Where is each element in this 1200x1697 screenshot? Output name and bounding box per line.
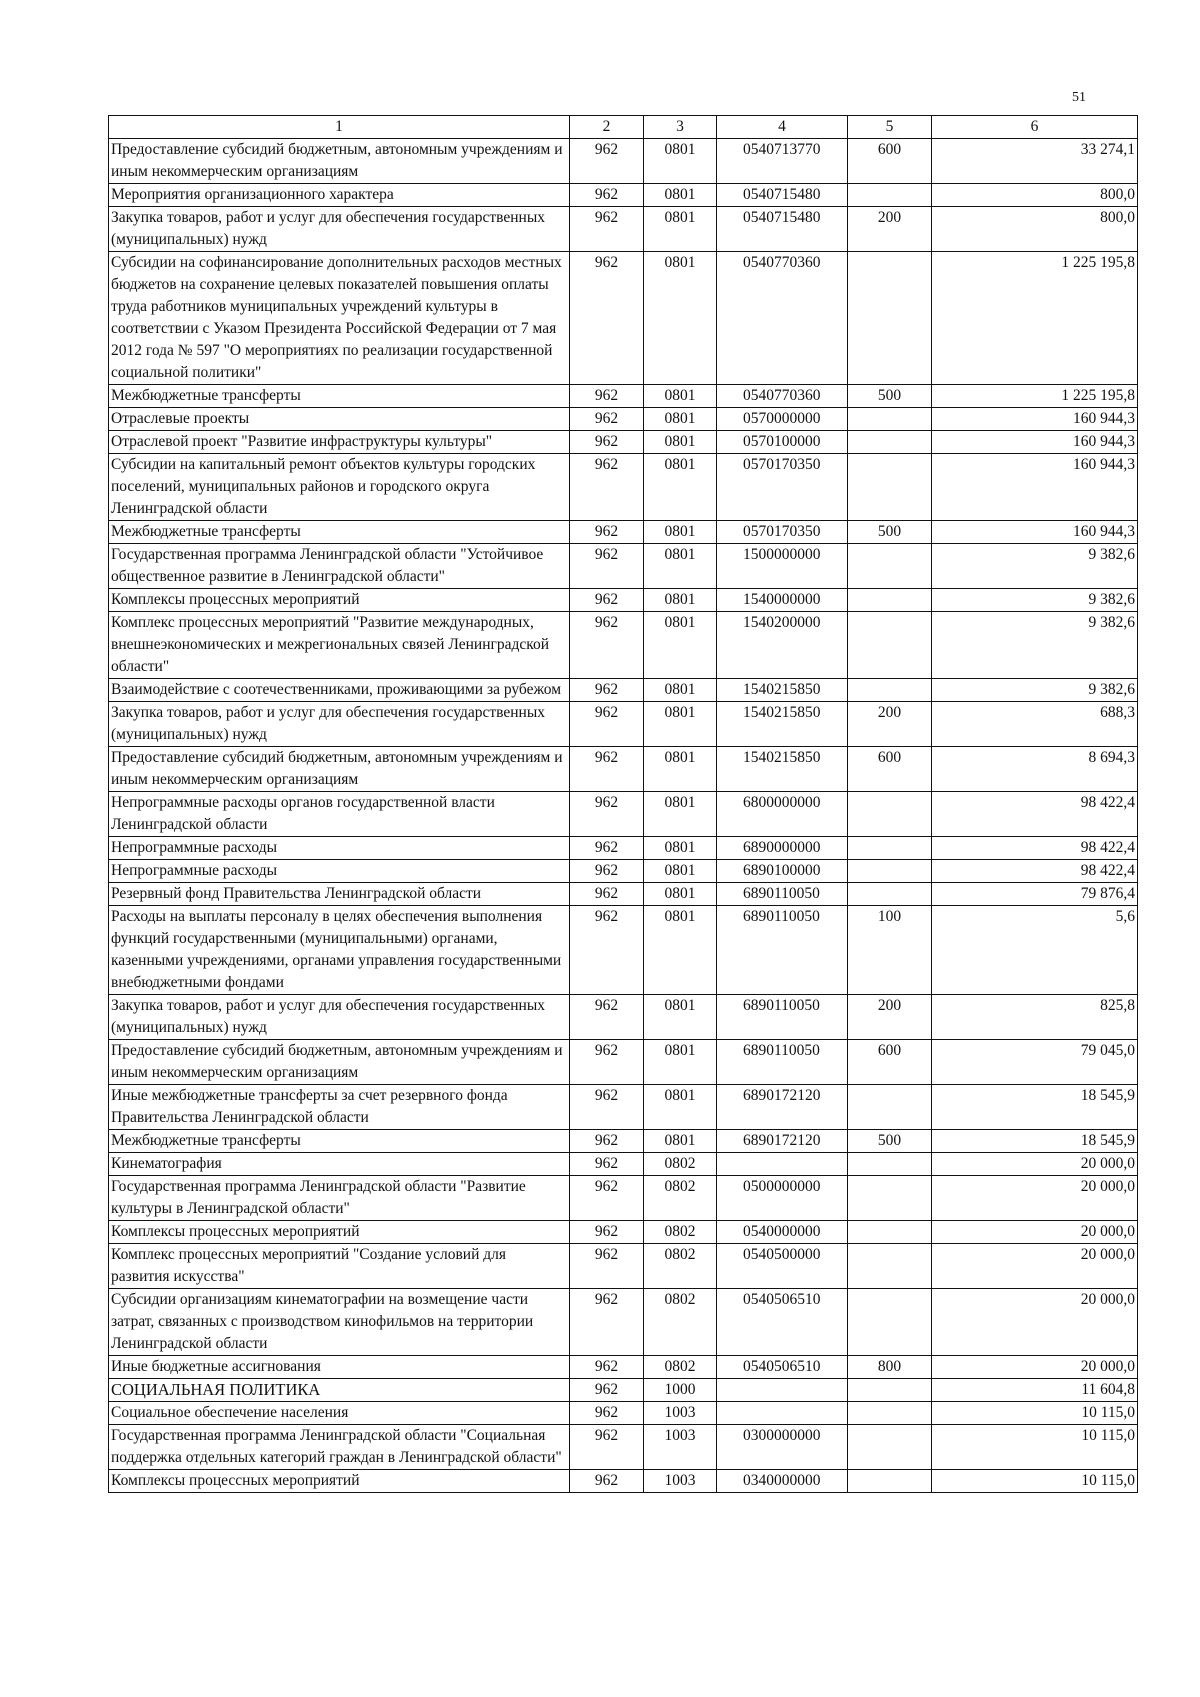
row-section-cell: 0801 — [644, 521, 717, 544]
table-row — [109, 1153, 1138, 1176]
row-expense-type-cell — [848, 408, 932, 431]
row-name-cell: Кинематография — [109, 1153, 570, 1176]
row-target-article-cell: 0540500000 — [717, 1244, 848, 1289]
row-code-cell: 962 — [570, 589, 644, 612]
table-row — [109, 139, 1138, 184]
row-code-cell: 962 — [570, 702, 644, 747]
row-expense-type-cell — [848, 252, 932, 385]
row-name-cell: Государственная программа Ленинградской области "Социальная поддержка отдельных категорий граждан в Ленинградской области" — [109, 1425, 570, 1470]
table-row — [109, 1470, 1138, 1493]
row-target-article-cell: 0540000000 — [717, 1221, 848, 1244]
row-code-cell: 962 — [570, 792, 644, 837]
row-amount-cell: 18 545,9 — [932, 1130, 1138, 1153]
row-target-article-cell: 1540200000 — [717, 612, 848, 679]
row-expense-type-cell: 500 — [848, 385, 932, 408]
row-target-article-cell: 6890172120 — [717, 1085, 848, 1130]
row-name-cell: Закупка товаров, работ и услуг для обеспечения государственных (муниципальных) нужд — [109, 207, 570, 252]
row-code-cell: 962 — [570, 1356, 644, 1379]
row-name-cell: Предоставление субсидий бюджетным, автономным учреждениям и иным некоммерческим организациям — [109, 1040, 570, 1085]
row-expense-type-cell — [848, 1425, 932, 1470]
row-section-cell: 1003 — [644, 1470, 717, 1493]
row-section-cell: 0801 — [644, 679, 717, 702]
row-code-cell: 962 — [570, 1130, 644, 1153]
row-target-article-cell — [717, 1402, 848, 1425]
row-section-cell: 0801 — [644, 995, 717, 1040]
row-name-cell: Комплекс процессных мероприятий "Развитие международных, внешнеэкономических и межрегиональных связей Ленинградской области" — [109, 612, 570, 679]
table-row — [109, 1356, 1138, 1379]
row-code-cell: 962 — [570, 1244, 644, 1289]
table-row — [109, 792, 1138, 837]
row-expense-type-cell — [848, 1402, 932, 1425]
row-expense-type-cell — [848, 1153, 932, 1176]
row-section-cell: 0801 — [644, 747, 717, 792]
row-section-cell: 0801 — [644, 792, 717, 837]
row-name-cell: Субсидии на софинансирование дополнительных расходов местных бюджетов на сохранение целевых показателей повышения оплаты труда работников муниципальных учреждений культуры в соответствии с Указом Президента Российской Федерации от 7 мая 2012 года № 597 "О мероприятиях по реализации государственной социальной политики" — [109, 252, 570, 385]
row-amount-cell: 160 944,3 — [932, 454, 1138, 521]
row-code-cell: 962 — [570, 1176, 644, 1221]
row-section-cell: 0801 — [644, 612, 717, 679]
row-amount-cell: 160 944,3 — [932, 521, 1138, 544]
row-expense-type-cell — [848, 431, 932, 454]
row-name-cell: Межбюджетные трансферты — [109, 521, 570, 544]
row-code-cell: 962 — [570, 995, 644, 1040]
row-name-cell: Мероприятия организационного характера — [109, 184, 570, 207]
row-expense-type-cell — [848, 679, 932, 702]
row-section-cell: 0801 — [644, 589, 717, 612]
row-code-cell: 962 — [570, 837, 644, 860]
row-amount-cell: 9 382,6 — [932, 589, 1138, 612]
row-section-cell: 0801 — [644, 1085, 717, 1130]
row-name-cell: Взаимодействие с соотечественниками, проживающими за рубежом — [109, 679, 570, 702]
row-section-cell: 0801 — [644, 544, 717, 589]
row-name-cell: Комплексы процессных мероприятий — [109, 589, 570, 612]
row-section-cell: 0802 — [644, 1153, 717, 1176]
table-row — [109, 883, 1138, 906]
row-target-article-cell: 0300000000 — [717, 1425, 848, 1470]
row-name-cell: Иные межбюджетные трансферты за счет резервного фонда Правительства Ленинградской области — [109, 1085, 570, 1130]
row-amount-cell: 160 944,3 — [932, 408, 1138, 431]
row-code-cell: 962 — [570, 1402, 644, 1425]
row-amount-cell: 5,6 — [932, 906, 1138, 995]
row-amount-cell: 33 274,1 — [932, 139, 1138, 184]
row-code-cell: 962 — [570, 184, 644, 207]
row-amount-cell: 688,3 — [932, 702, 1138, 747]
row-amount-cell: 20 000,0 — [932, 1244, 1138, 1289]
row-section-cell: 0801 — [644, 252, 717, 385]
table-row — [109, 1379, 1138, 1402]
row-name-cell: Предоставление субсидий бюджетным, автономным учреждениям и иным некоммерческим организациям — [109, 747, 570, 792]
row-name-cell: Комплекс процессных мероприятий "Создание условий для развития искусства" — [109, 1244, 570, 1289]
row-amount-cell: 8 694,3 — [932, 747, 1138, 792]
row-amount-cell: 18 545,9 — [932, 1085, 1138, 1130]
table-row — [109, 1221, 1138, 1244]
table-body — [109, 139, 1138, 1493]
row-expense-type-cell — [848, 589, 932, 612]
row-amount-cell: 79 045,0 — [932, 1040, 1138, 1085]
row-code-cell: 962 — [570, 906, 644, 995]
row-expense-type-cell: 100 — [848, 906, 932, 995]
row-amount-cell: 825,8 — [932, 995, 1138, 1040]
table-row — [109, 612, 1138, 679]
row-section-cell: 0801 — [644, 906, 717, 995]
row-code-cell: 962 — [570, 521, 644, 544]
row-name-cell: Государственная программа Ленинградской области "Развитие культуры в Ленинградской области" — [109, 1176, 570, 1221]
row-expense-type-cell: 200 — [848, 995, 932, 1040]
row-name-cell: Иные бюджетные ассигнования — [109, 1356, 570, 1379]
row-target-article-cell: 0570100000 — [717, 431, 848, 454]
row-expense-type-cell — [848, 860, 932, 883]
header-row — [109, 116, 1138, 139]
row-name-cell: Субсидии организациям кинематографии на возмещение части затрат, связанных с производством кинофильмов на территории Ленинградской области — [109, 1289, 570, 1356]
row-amount-cell: 20 000,0 — [932, 1289, 1138, 1356]
row-target-article-cell: 0570170350 — [717, 454, 848, 521]
row-name-cell: Закупка товаров, работ и услуг для обеспечения государственных (муниципальных) нужд — [109, 995, 570, 1040]
table-row — [109, 454, 1138, 521]
row-name-cell: Социальное обеспечение населения — [109, 1402, 570, 1425]
row-code-cell: 962 — [570, 747, 644, 792]
row-target-article-cell: 0540713770 — [717, 139, 848, 184]
row-target-article-cell: 6890110050 — [717, 906, 848, 995]
row-target-article-cell: 6800000000 — [717, 792, 848, 837]
row-amount-cell: 10 115,0 — [932, 1425, 1138, 1470]
row-target-article-cell: 6890110050 — [717, 995, 848, 1040]
row-section-cell: 0801 — [644, 139, 717, 184]
row-code-cell: 962 — [570, 1085, 644, 1130]
row-target-article-cell: 1540000000 — [717, 589, 848, 612]
table-row — [109, 1425, 1138, 1470]
row-code-cell: 962 — [570, 207, 644, 252]
row-section-cell: 0801 — [644, 184, 717, 207]
table-row — [109, 385, 1138, 408]
row-section-cell: 0801 — [644, 883, 717, 906]
row-expense-type-cell — [848, 1244, 932, 1289]
table-row — [109, 860, 1138, 883]
row-expense-type-cell — [848, 792, 932, 837]
table-row — [109, 1176, 1138, 1221]
column-header-1: 1 — [109, 116, 570, 139]
row-code-cell: 962 — [570, 1153, 644, 1176]
row-target-article-cell: 0540770360 — [717, 385, 848, 408]
row-target-article-cell — [717, 1153, 848, 1176]
row-section-cell: 0801 — [644, 837, 717, 860]
page-number: 51 — [1072, 90, 1086, 105]
row-section-cell: 1003 — [644, 1402, 717, 1425]
table-row — [109, 1402, 1138, 1425]
row-expense-type-cell — [848, 1470, 932, 1493]
row-target-article-cell — [717, 1379, 848, 1402]
row-target-article-cell: 6890172120 — [717, 1130, 848, 1153]
row-code-cell: 962 — [570, 385, 644, 408]
row-name-cell: Непрограммные расходы — [109, 860, 570, 883]
row-section-cell: 0801 — [644, 860, 717, 883]
row-section-cell: 0802 — [644, 1176, 717, 1221]
row-code-cell: 962 — [570, 1470, 644, 1493]
row-code-cell: 962 — [570, 1289, 644, 1356]
row-code-cell: 962 — [570, 1040, 644, 1085]
row-target-article-cell: 0500000000 — [717, 1176, 848, 1221]
table-row — [109, 544, 1138, 589]
row-expense-type-cell: 500 — [848, 521, 932, 544]
table-row — [109, 1085, 1138, 1130]
row-expense-type-cell: 200 — [848, 207, 932, 252]
row-expense-type-cell: 500 — [848, 1130, 932, 1153]
row-amount-cell: 98 422,4 — [932, 837, 1138, 860]
row-target-article-cell: 1540215850 — [717, 747, 848, 792]
row-expense-type-cell — [848, 1289, 932, 1356]
row-name-cell: СОЦИАЛЬНАЯ ПОЛИТИКА — [109, 1379, 570, 1402]
row-expense-type-cell: 200 — [848, 702, 932, 747]
row-target-article-cell: 1540215850 — [717, 679, 848, 702]
row-name-cell: Комплексы процессных мероприятий — [109, 1470, 570, 1493]
table-row — [109, 1289, 1138, 1356]
row-section-cell: 0801 — [644, 1040, 717, 1085]
table-row — [109, 521, 1138, 544]
row-target-article-cell: 1500000000 — [717, 544, 848, 589]
row-section-cell: 1000 — [644, 1379, 717, 1402]
row-code-cell: 962 — [570, 252, 644, 385]
row-target-article-cell: 6890000000 — [717, 837, 848, 860]
table-row — [109, 702, 1138, 747]
row-target-article-cell: 6890110050 — [717, 883, 848, 906]
row-amount-cell: 160 944,3 — [932, 431, 1138, 454]
row-expense-type-cell: 600 — [848, 1040, 932, 1085]
row-expense-type-cell — [848, 1176, 932, 1221]
row-amount-cell: 20 000,0 — [932, 1356, 1138, 1379]
row-name-cell: Предоставление субсидий бюджетным, автономным учреждениям и иным некоммерческим организациям — [109, 139, 570, 184]
row-expense-type-cell — [848, 837, 932, 860]
row-name-cell: Государственная программа Ленинградской области "Устойчивое общественное развитие в Ленинградской области" — [109, 544, 570, 589]
row-target-article-cell: 0540715480 — [717, 184, 848, 207]
row-name-cell: Непрограммные расходы — [109, 837, 570, 860]
row-amount-cell: 10 115,0 — [932, 1402, 1138, 1425]
row-amount-cell: 1 225 195,8 — [932, 252, 1138, 385]
row-section-cell: 0801 — [644, 431, 717, 454]
row-amount-cell: 11 604,8 — [932, 1379, 1138, 1402]
table-row — [109, 1040, 1138, 1085]
row-name-cell: Межбюджетные трансферты — [109, 1130, 570, 1153]
row-name-cell: Комплексы процессных мероприятий — [109, 1221, 570, 1244]
row-amount-cell: 79 876,4 — [932, 883, 1138, 906]
row-name-cell: Закупка товаров, работ и услуг для обеспечения государственных (муниципальных) нужд — [109, 702, 570, 747]
row-amount-cell: 9 382,6 — [932, 612, 1138, 679]
row-amount-cell: 9 382,6 — [932, 544, 1138, 589]
row-amount-cell: 1 225 195,8 — [932, 385, 1138, 408]
row-expense-type-cell — [848, 454, 932, 521]
row-name-cell: Субсидии на капитальный ремонт объектов культуры городских поселений, муниципальных районов и городского округа Ленинградской области — [109, 454, 570, 521]
table-row — [109, 1244, 1138, 1289]
row-name-cell: Межбюджетные трансферты — [109, 385, 570, 408]
table-row — [109, 995, 1138, 1040]
table-row — [109, 589, 1138, 612]
row-section-cell: 0801 — [644, 454, 717, 521]
row-amount-cell: 10 115,0 — [932, 1470, 1138, 1493]
row-target-article-cell: 1540215850 — [717, 702, 848, 747]
row-expense-type-cell — [848, 1221, 932, 1244]
column-header-6: 6 — [932, 116, 1138, 139]
row-expense-type-cell — [848, 883, 932, 906]
row-name-cell: Отраслевой проект "Развитие инфраструктуры культуры" — [109, 431, 570, 454]
table-row — [109, 906, 1138, 995]
row-amount-cell: 9 382,6 — [932, 679, 1138, 702]
row-code-cell: 962 — [570, 860, 644, 883]
row-amount-cell: 98 422,4 — [932, 792, 1138, 837]
row-target-article-cell: 0340000000 — [717, 1470, 848, 1493]
row-amount-cell: 800,0 — [932, 184, 1138, 207]
column-header-4: 4 — [717, 116, 848, 139]
column-header-5: 5 — [848, 116, 932, 139]
row-amount-cell: 20 000,0 — [932, 1176, 1138, 1221]
row-code-cell: 962 — [570, 679, 644, 702]
row-section-cell: 0802 — [644, 1244, 717, 1289]
row-amount-cell: 20 000,0 — [932, 1153, 1138, 1176]
row-target-article-cell: 0540715480 — [717, 207, 848, 252]
row-code-cell: 962 — [570, 883, 644, 906]
row-target-article-cell: 0540506510 — [717, 1356, 848, 1379]
row-code-cell: 962 — [570, 139, 644, 184]
row-section-cell: 0801 — [644, 207, 717, 252]
row-code-cell: 962 — [570, 431, 644, 454]
table-row — [109, 408, 1138, 431]
row-amount-cell: 20 000,0 — [932, 1221, 1138, 1244]
row-expense-type-cell: 800 — [848, 1356, 932, 1379]
column-header-2: 2 — [570, 116, 644, 139]
row-code-cell: 962 — [570, 1425, 644, 1470]
row-target-article-cell: 6890100000 — [717, 860, 848, 883]
table-row — [109, 184, 1138, 207]
row-section-cell: 0802 — [644, 1356, 717, 1379]
row-code-cell: 962 — [570, 454, 644, 521]
row-code-cell: 962 — [570, 1379, 644, 1402]
row-section-cell: 1003 — [644, 1425, 717, 1470]
row-target-article-cell: 0570170350 — [717, 521, 848, 544]
table-row — [109, 747, 1138, 792]
row-expense-type-cell — [848, 1085, 932, 1130]
row-name-cell: Расходы на выплаты персоналу в целях обеспечения выполнения функций государственными (муниципальными) органами, казенными учреждениями, органами управления государственными внебюджетными фондами — [109, 906, 570, 995]
row-amount-cell: 800,0 — [932, 207, 1138, 252]
row-expense-type-cell: 600 — [848, 139, 932, 184]
row-target-article-cell: 0540506510 — [717, 1289, 848, 1356]
row-target-article-cell: 0540770360 — [717, 252, 848, 385]
row-target-article-cell: 6890110050 — [717, 1040, 848, 1085]
row-expense-type-cell — [848, 1379, 932, 1402]
row-code-cell: 962 — [570, 612, 644, 679]
row-code-cell: 962 — [570, 408, 644, 431]
table-row — [109, 1130, 1138, 1153]
row-section-cell: 0801 — [644, 1130, 717, 1153]
row-target-article-cell: 0570000000 — [717, 408, 848, 431]
table-row — [109, 837, 1138, 860]
row-expense-type-cell: 600 — [848, 747, 932, 792]
row-name-cell: Отраслевые проекты — [109, 408, 570, 431]
column-header-3: 3 — [644, 116, 717, 139]
row-section-cell: 0802 — [644, 1289, 717, 1356]
row-name-cell: Непрограммные расходы органов государственной власти Ленинградской области — [109, 792, 570, 837]
row-expense-type-cell — [848, 184, 932, 207]
table-row — [109, 431, 1138, 454]
row-section-cell: 0801 — [644, 702, 717, 747]
table-row — [109, 207, 1138, 252]
table-row — [109, 252, 1138, 385]
row-expense-type-cell — [848, 544, 932, 589]
row-expense-type-cell — [848, 612, 932, 679]
row-section-cell: 0801 — [644, 408, 717, 431]
row-section-cell: 0801 — [644, 385, 717, 408]
budget-table — [108, 115, 1138, 1493]
row-code-cell: 962 — [570, 1221, 644, 1244]
row-name-cell: Резервный фонд Правительства Ленинградской области — [109, 883, 570, 906]
row-code-cell: 962 — [570, 544, 644, 589]
row-section-cell: 0802 — [644, 1221, 717, 1244]
row-amount-cell: 98 422,4 — [932, 860, 1138, 883]
table-row — [109, 679, 1138, 702]
